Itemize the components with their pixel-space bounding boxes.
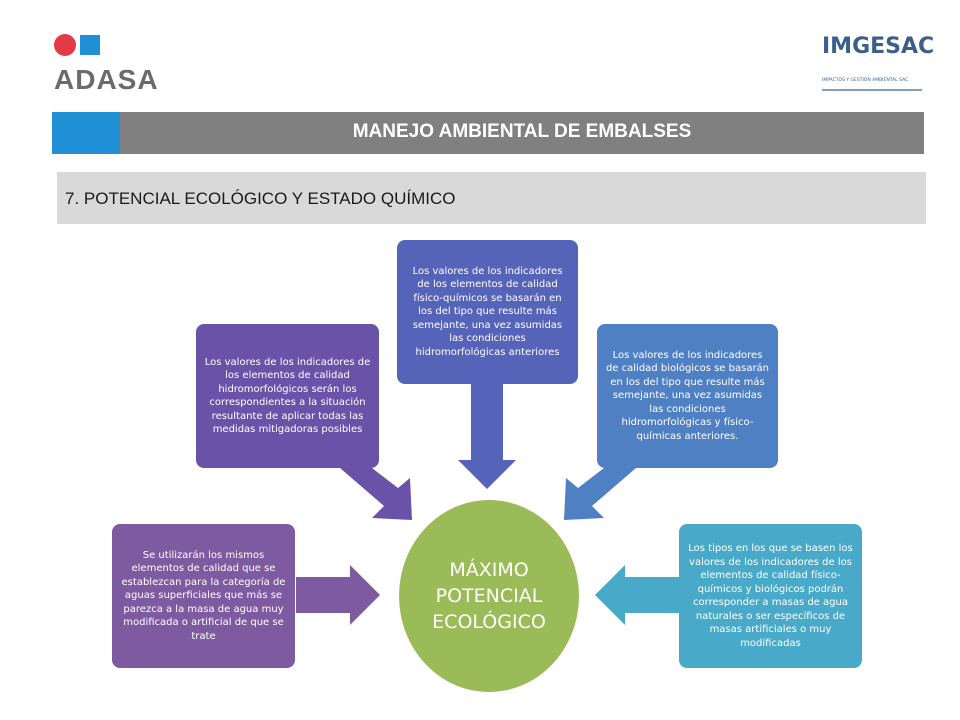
box-left-text: Se utilizarán los mismos elementos de calidad que se establezcan para la categoría de aguas superficiales que más se parezca a la masa de agua muy modificada o artificial de que se trate: [121, 549, 286, 642]
arrow-left: [296, 565, 380, 625]
imgesac-logo-text: IMGESAC: [822, 34, 935, 59]
adasa-logo-text: ADASA: [54, 64, 159, 95]
box-upper-left: [196, 324, 379, 468]
arrow-upper-right: [564, 468, 636, 520]
center-label-line-2: POTENCIAL: [435, 585, 543, 607]
page-title: MANEJO AMBIENTAL DE EMBALSES: [352, 121, 692, 142]
center-label-line-3: ECOLÓGICO: [432, 611, 546, 633]
center-label: [432, 557, 546, 635]
arrow-upper-left: [340, 468, 412, 520]
box-upper-left-text: Los valores de los indicadores de los elementos de calidad hidromorfológicos serán los correspondientes a la situación resultante de aplicar todas las medidas mitigadoras posibles: [204, 356, 371, 435]
box-right: [679, 524, 862, 668]
arrow-right: [595, 565, 679, 625]
center-circle: [399, 500, 579, 692]
imgesac-tagline: IMPACTOS Y GESTIÓN AMBIENTAL SAC: [822, 78, 909, 83]
box-right-text: Los tipos en los que se basen los valores de los indicadores de los elementos de calidad físico-químicos y biológicos podrán corresponder a masas de agua naturales o ser específicos de masas artificiales o muy modificadas: [688, 543, 853, 649]
section-heading: 7. POTENCIAL ECOLÓGICO Y ESTADO QUÍMICO: [65, 189, 456, 208]
box-top-text: Los valores de los indicadores de los elementos de calidad físico-químicos se basarán en los del tipo que resulte más semejante, una vez asumidas las condiciones hidromorfológicas anteriores: [412, 265, 563, 358]
box-upper-right: [597, 324, 778, 468]
box-top: [397, 240, 578, 384]
arrow-top: [458, 384, 516, 489]
box-upper-right-text: Los valores de los indicadores de calidad biológicos se basarán en los del tipo que resulte más semejante, una vez asumidas las condiciones hidromorfológicas y físico-químicas anteriores.: [605, 349, 770, 442]
box-left: [112, 524, 295, 668]
center-label-line-1: MÁXIMO: [449, 559, 529, 581]
